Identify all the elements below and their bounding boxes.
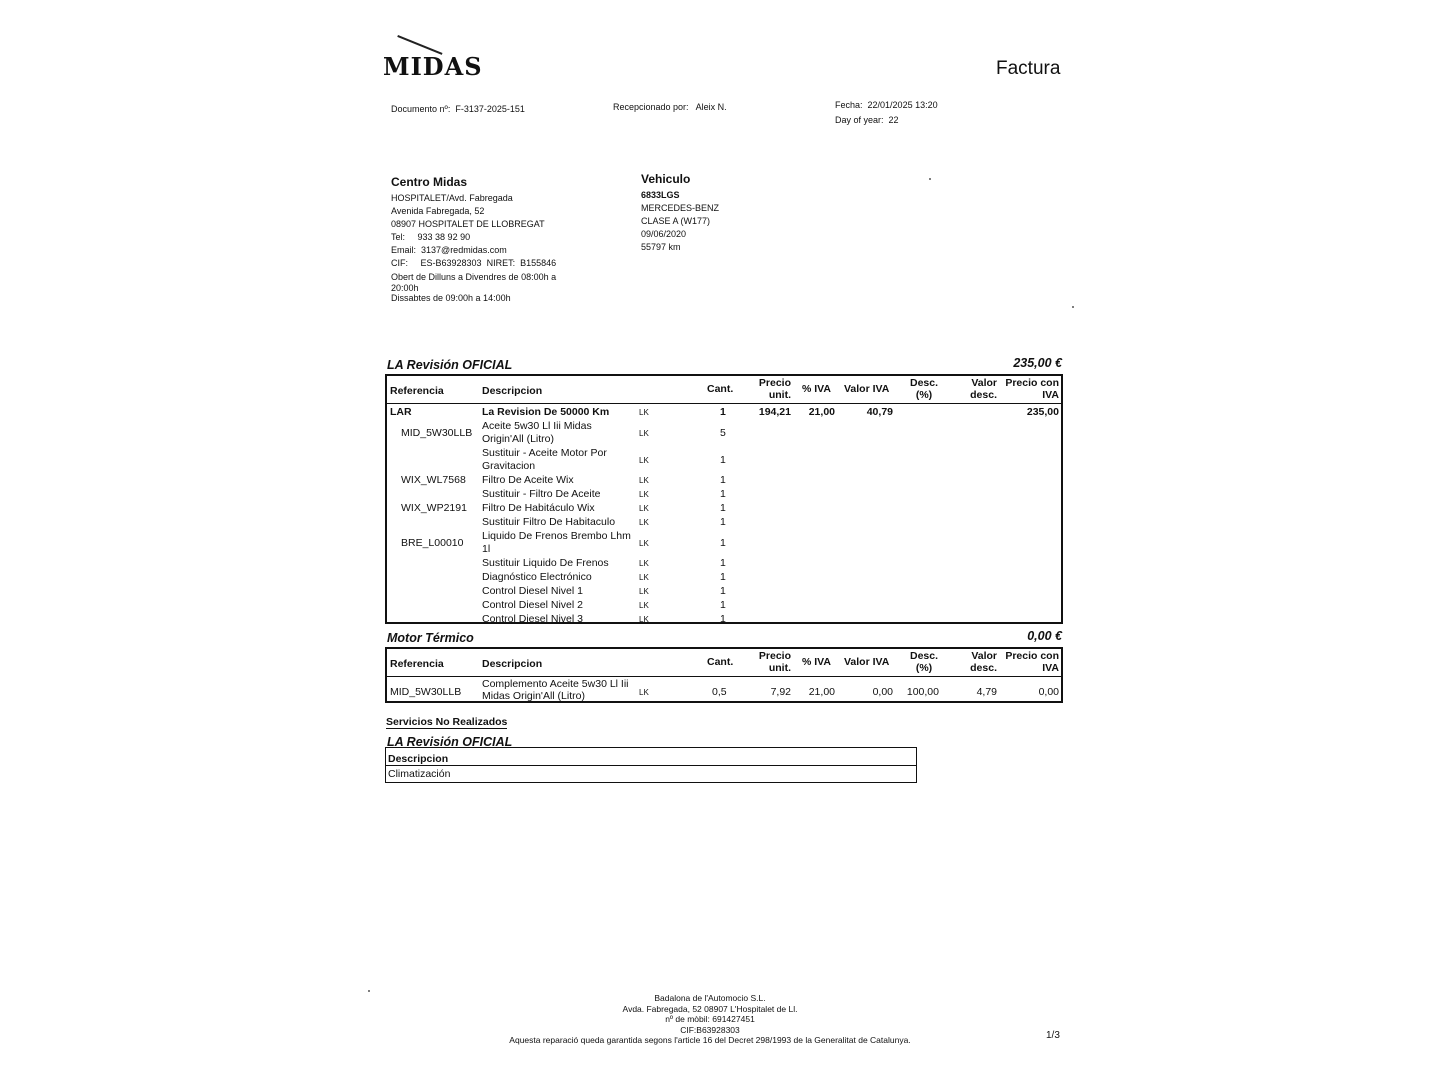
cell-desc-l1: La Revision De 50000 Km [482,406,610,418]
cell-desc [482,502,632,515]
table-row [387,405,1061,419]
cell-desc-l1: Liquido De Frenos Brembo Lhm [482,530,631,542]
cell-desc-l1: Complemento Aceite 5w30 Ll Iii [482,678,629,690]
col-precio-l2: unit. [768,662,791,674]
cell-cant: 1 [720,557,726,569]
email-label: Email: [391,245,417,255]
table-row [387,446,1061,473]
cell-desc-l1: Filtro De Aceite Wix [482,474,574,486]
cell-desc [482,557,632,570]
cell-desc-l1: Control Diesel Nivel 3 [482,613,583,625]
not-done-item: Climatización [388,768,451,780]
cell-ref: WIX_WP2191 [401,502,467,514]
col-precio [747,377,791,401]
table-row [387,473,1061,487]
cell-valor-iva: 40,79 [866,406,893,418]
section1-title: LA Revisión OFICIAL [387,358,513,372]
col-valor-iva: Valor IVA [844,656,890,668]
col-desc-pct-l2: (%) [915,389,933,401]
cell-cant: 1 [720,502,726,514]
scan-speck [929,178,931,180]
cell-desc-l1: Sustituir - Filtro De Aceite [482,488,601,500]
table-row [387,529,1061,556]
col-descripcion: Descripcion [482,658,543,670]
page-number: 1/3 [1046,1030,1060,1041]
footer-warranty: Aquesta reparació queda garantida segons l'article 16 del Decret 298/1993 de la Generalitat de Catalunya. [509,1035,911,1045]
not-done-subtitle: LA Revisión OFICIAL [387,735,513,749]
table-row [387,584,1061,598]
col-precio-iva-l2: IVA [1042,662,1059,674]
cell-total: 235,00 [1026,406,1059,418]
cell-unit: LK [639,476,649,485]
cell-unit: LK [639,587,649,596]
footer-address: Avda. Fabregada, 52 08907 L'Hospitalet de Ll. [622,1003,798,1014]
cell-ref: LAR [390,406,412,418]
cell-cant: 1 [720,474,726,486]
fecha-value: 22/01/2025 13:20 [867,100,938,110]
cell-iva: 21,00 [808,406,835,418]
col-descripcion: Descripcion [482,385,543,397]
cell-desc [482,613,632,626]
footer [470,993,950,1046]
cell-desc [482,571,632,584]
cell-desc-l1: Diagnóstico Electrónico [482,571,592,583]
center-hours2: 20:00h [391,282,419,293]
col-referencia: Referencia [390,658,444,670]
col-precio-l1: Precio [758,650,791,662]
table-row [387,612,1061,626]
vehicle-make: MERCEDES-BENZ [641,203,720,213]
col-precio-iva-l1: Precio con [1005,650,1059,662]
cell-desc [482,599,632,612]
table-row [387,678,1061,702]
col-cant: Cant. [707,656,734,668]
col-precio-l1: Precio [758,377,791,389]
tel-label: Tel: [391,232,406,242]
cell-desc [482,585,632,598]
cell-unit: LK [639,615,649,624]
recep-label: Recepcionado por: [613,102,689,112]
cell-desc-l2: Midas Origin'All (Litro) [482,689,585,702]
cell-cant: 1 [720,454,726,466]
cell-desc [482,447,632,472]
table-header [386,748,916,766]
cell-unit: LK [639,490,649,499]
cell-desc-l1: Sustituir Liquido De Frenos [482,557,609,569]
col-desc-pct-l2: (%) [915,662,933,674]
cell-desc-l1: Sustituir - Aceite Motor Por [482,447,607,459]
cell-ref: MID_5W30LLB [390,686,462,698]
cell-unit: LK [639,559,649,568]
cell-cant: 1 [720,599,726,611]
table-row [387,556,1061,570]
scan-speck [1072,306,1074,308]
col-valor-desc-l2: desc. [970,662,997,674]
cell-desc [482,679,632,702]
documento-label: Documento nº: [391,104,451,114]
cell-unit: LK [639,456,649,465]
documento-value: F-3137-2025-151 [455,104,525,114]
col-cant: Cant. [707,383,734,395]
cell-cant: 1 [720,516,726,528]
col-precio-iva [1001,650,1059,674]
email-value: 3137@redmidas.com [421,245,507,255]
cell-desc-l2: 1l [482,542,491,555]
col-precio-iva-l1: Precio con [1005,377,1059,389]
col-desc-pct-l1: Desc. [909,377,939,389]
vehicle-plate: 6833LGS [641,190,680,200]
cell-desc [482,488,632,501]
not-done-title: Servicios No Realizados [386,716,508,728]
cell-iva: 21,00 [808,686,835,698]
col-valor-iva: Valor IVA [844,383,890,395]
cell-desc [482,474,632,487]
tel-value: 933 38 92 90 [417,232,471,242]
cell-unit: LK [639,518,649,527]
col-valor-desc [953,650,997,674]
doy-label: Day of year: [835,115,884,125]
cell-cant: 1 [720,613,726,625]
cell-desc [482,420,632,445]
cell-unit: LK [639,429,649,438]
cell-unit: LK [639,408,649,417]
col-desc-pct-l1: Desc. [909,650,939,662]
cell-ref: MID_5W30LLB [401,427,473,439]
cell-desc-l2: Gravitacion [482,459,536,472]
col-iva: % IVA [802,656,831,668]
table-row [387,487,1061,501]
cell-cant: 1 [720,571,726,583]
cell-unit: LK [639,688,649,697]
fecha-label: Fecha: [835,100,863,110]
col-precio [747,650,791,674]
center-hours3: Dissabtes de 09:00h a 14:00h [391,293,511,303]
cell-ref: WIX_WL7568 [401,474,466,486]
col-valor-desc-l1: Valor [971,650,997,662]
vehicle-km: 55797 km [641,242,681,252]
cell-desc [482,530,632,555]
cell-unit: LK [639,573,649,582]
center-line1: HOSPITALET/Avd. Fabregada [391,193,513,203]
cell-desc-l1: Control Diesel Nivel 1 [482,585,583,597]
cell-precio: 7,92 [770,686,791,698]
date-block [835,99,938,127]
cell-cant: 5 [720,427,726,439]
cell-desc-l1: Filtro De Habitáculo Wix [482,502,595,514]
cell-cant: 1 [720,406,726,418]
doy-value: 22 [888,115,899,125]
cell-unit: LK [639,504,649,513]
section2-table [385,647,1063,703]
cell-desc-l1: Sustituir Filtro De Habitaculo [482,516,616,528]
vehicle-date: 09/06/2020 [641,229,687,239]
cell-unit: LK [639,601,649,610]
center-email [391,244,591,257]
cell-desc-l1: Control Diesel Nivel 2 [482,599,583,611]
midas-logo: MIDAS [383,52,483,81]
col-descripcion: Descripcion [388,753,449,765]
cif-label: CIF: [391,258,408,268]
cell-valor-desc: 4,79 [976,686,997,698]
col-precio-iva-l2: IVA [1042,389,1059,401]
center-tel [391,231,591,244]
table-row [387,515,1061,529]
cell-desc [482,516,632,529]
table-row [387,419,1061,446]
document-title: Factura [996,58,1061,79]
section2-title: Motor Térmico [387,631,474,645]
section2-total: 0,00 € [1027,629,1062,643]
center-title: Centro Midas [391,175,468,189]
center-cif [391,257,591,270]
niret-label: NIRET: [486,258,516,268]
center-line2: Avenida Fabregada, 52 [391,206,485,216]
cell-desc-pct: 100,00 [906,686,939,698]
footer-phone: nº de mòbil: 691427451 [665,1014,755,1024]
recep-value: Aleix N. [695,102,727,112]
footer-company: Badalona de l'Automocio S.L. [654,993,766,1003]
cell-desc-l1: Aceite 5w30 Ll Iii Midas [482,420,592,432]
cell-cant: 1 [720,537,726,549]
section1-table [385,374,1063,624]
table-row [387,570,1061,584]
cell-cant: 1 [720,488,726,500]
not-done-table [385,747,917,783]
vehicle-block [641,172,801,254]
cell-cant: 1 [720,585,726,597]
col-desc-pct [902,650,946,674]
cell-desc-l2: Origin'All (Litro) [482,432,555,445]
scan-speck [368,990,370,992]
cell-total: 0,00 [1038,686,1059,698]
cell-precio: 194,21 [758,406,791,418]
col-referencia: Referencia [390,385,444,397]
table-row [387,501,1061,515]
table-header [387,649,1061,677]
vehicle-model: CLASE A (W177) [641,216,711,226]
center-hours1: Obert de Dilluns a Divendres de 08:00h a [391,272,557,282]
table-row [387,598,1061,612]
cell-unit: LK [639,539,649,548]
vehicle-title: Vehiculo [641,172,691,186]
col-valor-desc-l1: Valor [971,377,997,389]
section1-total: 235,00 € [1013,356,1062,370]
col-valor-desc [953,377,997,401]
cell-cant: 0,5 [712,686,727,698]
received-by [613,101,727,114]
center-block [391,175,591,304]
cell-ref: BRE_L00010 [401,537,464,549]
col-precio-iva [1001,377,1059,401]
cif-value: ES-B63928303 [420,258,482,268]
footer-cif: CIF:B63928303 [680,1024,740,1035]
document-number [391,103,525,116]
col-iva: % IVA [802,383,831,395]
col-precio-l2: unit. [768,389,791,401]
center-line3: 08907 HOSPITALET DE LLOBREGAT [391,219,545,229]
table-header [387,376,1061,404]
cell-valor-iva: 0,00 [872,686,893,698]
niret-value: B155846 [520,258,557,268]
col-valor-desc-l2: desc. [970,389,997,401]
col-desc-pct [902,377,946,401]
cell-desc [482,406,632,419]
